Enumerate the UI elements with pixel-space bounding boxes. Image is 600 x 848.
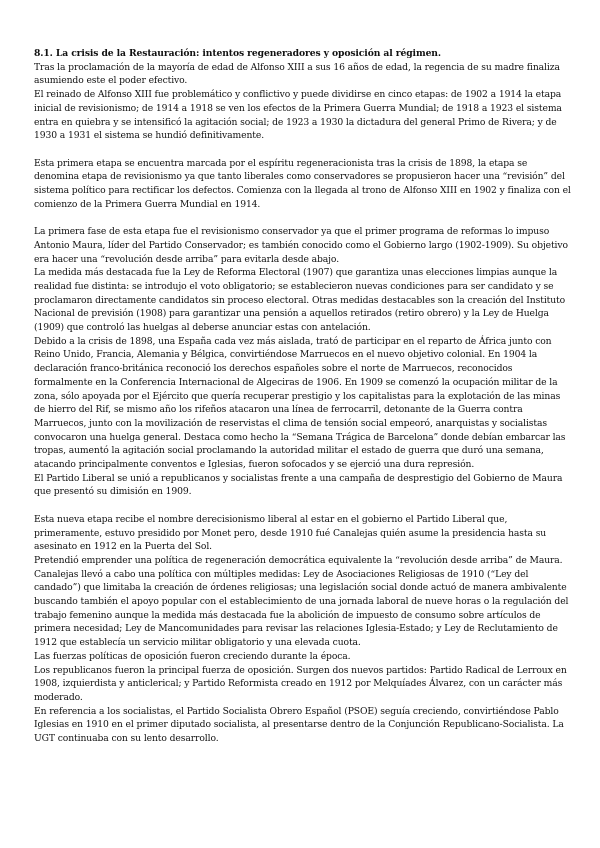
- document-page: [34, 47, 572, 746]
- paragraph: Debido a la crisis de 1898, una España cada vez más aislada, trató de participar en el reparto de África junto con Reino Unido, Francia, Alemania y Bélgica, convirtiéndose Marruecos en el nuevo objetivo colonial. En 1904 la declaración franco-británica reconoció los derechos españoles sobre el norte de Marruecos, reconocidos formalmente en la Conferencia Internacional de Algeciras de 1906. En 1909 se comenzó la ocupación militar de la zona, sólo apoyada por el Ejército que quería recuperar prestigio y los capitalistas para la explotación de las minas de hierro del Rif, se mismo año los rifeños atacaron una línea de ferrocarril, detonante de la Guerra contra Marruecos, junto con la movilización de reservistas el clima de tensión social empeoró, anarquistas y socialistas convocaron una huelga general. Destaca como hecho la “Semana Trágica de Barcelona” donde debían embarcar las tropas, aumentó la agitación social proclamando la autoridad militar el estado de guerra que duró una semana, atacando principalmente conventos e Iglesias, fueron sofocados y se ejerció una dura represión.: [34, 335, 566, 471]
- paragraph: Esta primera etapa se encuentra marcada por el espíritu regeneracionista tras la crisis de 1898, la etapa se denomina etapa de revisionismo ya que tanto liberales como conservadores se propusieron hacer una “revisión” del sistema político para rectificar los defectos. Comienza con la llegada al trono de Alfonso XIII en 1902 y finaliza con el comienzo de la Primera Guerra Mundial en 1914.: [34, 157, 571, 210]
- paragraph: Tras la proclamación de la mayoría de edad de Alfonso XIII a sus 16 años de edad, la regencia de su madre finaliza asumiendo este el poder efectivo.: [34, 61, 560, 87]
- paragraph: El reinado de Alfonso XIII fue problemático y conflictivo y puede dividirse en cinco etapas: de 1902 a 1914 la etapa inicial de revisionismo; de 1914 a 1918 se ven los efectos de la Primera Guerra Mundial; de 1918 a 1923 el sistema entra en quiebra y se intensificó la agitación social; de 1923 a 1930 la dictadura del general Primo de Rivera; y de 1930 a 1931 el sistema se hundió definitivamente.: [34, 89, 562, 142]
- paragraph: Pretendió emprender una política de regeneración democrática equivalente la “revolución desde arriba” de Maura. Canalejas llevó a cabo una política con múltiples medidas: Ley de Asociaciones Religiosas de 1910 (“Ley del candado”) que limitaba la creación de órdenes religiosas; una legislación social donde actuó de manera ambivalente buscando también el apoyo popular con el establecimiento de una jornada laboral de nueve horas o la regulación del trabajo femenino aunque la medida más destacada fue la abolición de impuesto de consumo sobre artículos de primera necesidad; Ley de Mancomunidades para revisar las relaciones Iglesia-Estado; y Ley de Reclutamiento de 1912 que establecía un servicio militar obligatorio y una elevada cuota.: [34, 554, 569, 649]
- blank-line: [34, 143, 572, 157]
- paragraph: Las fuerzas políticas de oposición fueron creciendo durante la época.: [34, 650, 351, 662]
- paragraph: La medida más destacada fue la Ley de Reforma Electoral (1907) que garantiza unas elecciones limpias aunque la realidad fue distinta: se introdujo el voto obligatorio; se establecieron nuevas condiciones para ser candidato y se proclamaron directamente candidatos sin proceso electoral. Otras medidas destacables son la creación del Instituto Nacional de previsión (1908) para garantizar una pensión a aquellos retirados (retiro obrero) y la Ley de Huelga (1909) que controló las huelgas al deberse anunciar estas con antelación.: [34, 267, 566, 334]
- paragraph: Los republicanos fueron la principal fuerza de oposición. Surgen dos nuevos partidos: Partido Radical de Lerroux en 1908, izquierdista y anticlerical; y Partido Reformista creado en 1912 por Melquíades Álvarez, con un carácter más moderado.: [34, 664, 567, 703]
- paragraph: La primera fase de esta etapa fue el revisionismo conservador ya que el primer programa de reformas lo impuso Antonio Maura, líder del Partido Conservador; es también conocido como el Gobierno largo (1902-1909). Su objetivo era hacer una “revolución desde arriba” para evitarla desde abajo.: [34, 226, 568, 265]
- paragraph: El Partido Liberal se unió a republicanos y socialistas frente a una campaña de desprestigio del Gobierno de Maura que presentó su dimisión en 1909.: [34, 472, 563, 498]
- paragraph: En referencia a los socialistas, el Partido Socialista Obrero Español (PSOE) seguía creciendo, convirtiéndose Pablo Iglesias en 1910 en el primer diputado socialista, al presentarse dentro de la Conjunción Republicano-Socialista. La UGT continuaba con su lento desarrollo.: [34, 705, 564, 745]
- blank-line: [34, 499, 572, 513]
- section-heading: 8.1. La crisis de la Restauración: intentos regeneradores y oposición al régimen.: [34, 48, 441, 59]
- paragraph: Esta nueva etapa recibe el nombre derecisionismo liberal al estar en el gobierno el Partido Liberal que, primeramente, estuvo presidido por Monet pero, desde 1910 fué Canalejas quién asume la presidencia hasta su asesinato en 1912 en la Puerta del Sol.: [34, 513, 547, 553]
- blank-line: [34, 211, 572, 225]
